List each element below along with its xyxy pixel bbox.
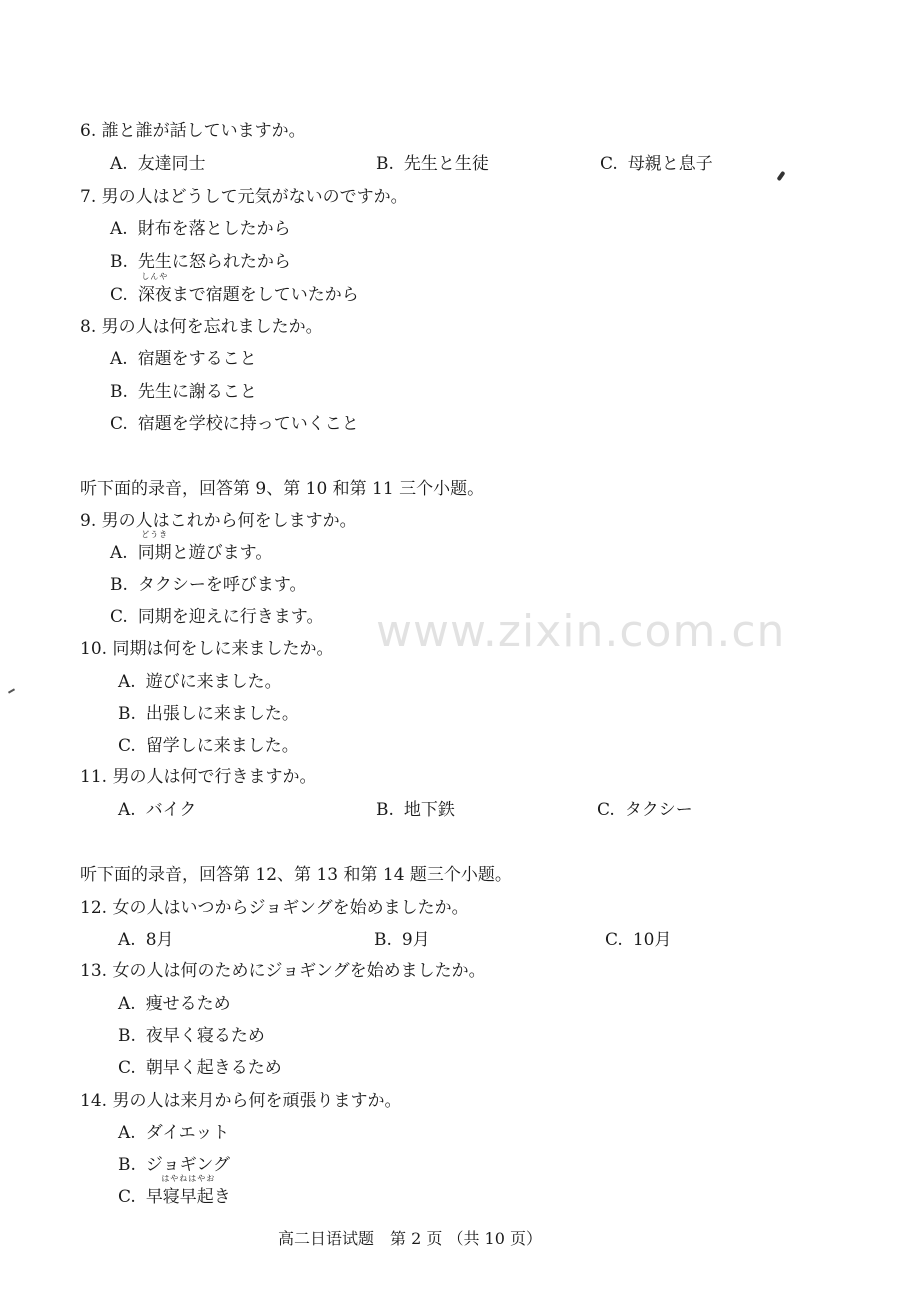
option-label: A. [110,349,128,369]
option-text: 出張しに来ました。 [145,704,299,724]
page-footer: 高二日语试题 第 2 页 （共 10 页） [278,1229,542,1248]
option-b [376,153,489,175]
option-label: B. [376,800,394,820]
option-a [110,348,257,370]
option-c [118,1174,231,1208]
option-b [118,1025,265,1047]
option-label: B. [374,930,392,950]
option-label: C. [110,607,128,627]
option-c [118,1057,282,1079]
option-text: 先生に怒られたから [137,252,291,272]
option-text: 地下鉄 [403,800,455,820]
question-12 [80,897,469,919]
question-text: 同期は何をしに来ましたか。 [112,639,334,659]
option-c [110,606,323,628]
option-text: 宿題を学校に持っていくこと [137,414,359,434]
option-text: 宿題をすること [137,349,257,369]
option-c [597,799,693,821]
option-text: 同期を迎えに行きます。 [137,607,324,627]
question-14 [80,1090,401,1112]
option-text: と遊びます。 [171,543,273,563]
option-c [110,272,359,306]
question-text: 男の人はどうして元気がないのですか。 [101,187,408,207]
question-number: 14. [80,1091,108,1111]
option-text: 朝早く起きるため [145,1058,282,1078]
option-a [118,799,196,821]
option-text: 8月 [145,930,174,950]
question-13 [80,960,486,982]
option-text: 9月 [401,930,430,950]
option-text: タクシー [624,800,693,820]
option-text: 痩せるため [145,994,231,1014]
option-label: C. [110,414,128,434]
question-8 [80,316,323,338]
ruby-word [145,1174,231,1208]
option-label: B. [376,154,394,174]
option-a [118,671,282,693]
question-number: 12. [80,898,108,918]
option-b [376,799,455,821]
section-instruction: 听下面的录音，回答第 9、第 10 和第 11 三个小题。 [80,479,485,499]
option-text: 夜早く寝るため [145,1026,265,1046]
option-label: A. [118,994,136,1014]
question-number: 10. [80,639,108,659]
option-c [110,413,359,435]
option-text: 留学しに来ました。 [145,736,299,756]
option-label: B. [118,1026,136,1046]
question-number: 6. [80,121,97,141]
question-text: 女の人はいつからジョギングを始めましたか。 [112,898,469,918]
option-text: 遊びに来ました。 [145,672,282,692]
option-text: タクシーを呼びます。 [137,575,307,595]
option-label: A. [118,800,136,820]
option-label: C. [600,154,618,174]
option-a [110,153,206,175]
option-text: 10月 [632,930,672,950]
question-number: 13. [80,961,108,981]
option-text: 財布を落としたから [137,219,291,239]
option-text: バイク [145,800,197,820]
option-b [110,574,307,596]
option-label: C. [597,800,615,820]
option-a [110,530,273,564]
option-text: 友達同士 [137,154,206,174]
option-b [110,251,291,273]
option-label: C. [118,1058,136,1078]
question-9 [80,510,357,532]
ruby-word [137,272,172,306]
option-label: B. [110,382,128,402]
option-c [118,735,299,757]
option-label: A. [118,672,136,692]
ruby-base: 同期 [137,543,172,563]
option-label: C. [605,930,623,950]
question-number: 11. [80,767,108,787]
ruby-base: 深夜 [137,285,172,305]
option-label: C. [110,285,128,305]
option-b [110,381,257,403]
pen-mark [776,171,785,181]
option-label: A. [118,1123,136,1143]
question-text: 男の人は何を忘れましたか。 [101,317,323,337]
option-label: B. [118,704,136,724]
question-7 [80,186,408,208]
question-11 [80,766,316,788]
option-text: 先生に謝ること [137,382,257,402]
option-b [118,1154,230,1176]
option-a [118,993,231,1015]
stray-mark [8,688,15,693]
option-label: C. [118,736,136,756]
question-6 [80,120,306,142]
ruby-base: 早寝早起き [145,1187,231,1207]
option-label: A. [118,930,136,950]
option-text: 先生と生徒 [403,154,489,174]
ruby-word [137,530,172,564]
option-label: C. [118,1187,136,1207]
option-a [118,1122,229,1144]
question-text: 男の人は何で行きますか。 [112,767,317,787]
option-text: まで宿題をしていたから [171,285,359,305]
option-a [110,218,291,240]
option-text: ジョギング [145,1155,231,1175]
option-b [118,703,299,725]
option-label: A. [110,219,128,239]
option-label: B. [110,575,128,595]
watermark: www.zixin.com.cn [376,606,786,657]
furigana: どうき [141,530,169,539]
option-c [600,153,713,175]
option-text: ダイエット [145,1123,230,1143]
question-number: 7. [80,187,97,207]
option-label: A. [110,154,128,174]
option-a [118,929,174,951]
question-text: 女の人は何のためにジョギングを始めましたか。 [112,961,486,981]
question-text: 男の人は来月から何を頑張りますか。 [112,1091,402,1111]
question-10 [80,638,333,660]
question-number: 9. [80,511,97,531]
section-instruction: 听下面的录音，回答第 12、第 13 和第 14 题三个小题。 [80,865,512,885]
option-text: 母親と息子 [627,154,713,174]
option-label: A. [110,543,128,563]
option-label: B. [118,1155,136,1175]
question-text: 男の人はこれから何をしますか。 [101,511,357,531]
option-label: B. [110,252,128,272]
furigana: はやねはやお [161,1174,216,1183]
option-c [605,929,671,951]
option-b [374,929,430,951]
furigana: しんや [141,272,169,281]
question-text: 誰と誰が話していますか。 [101,121,306,141]
question-number: 8. [80,317,97,337]
